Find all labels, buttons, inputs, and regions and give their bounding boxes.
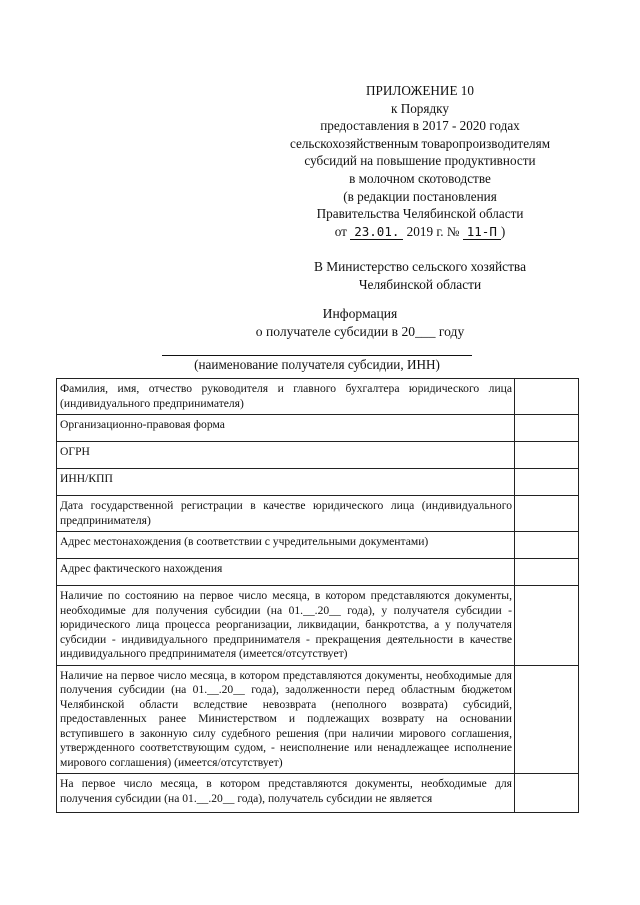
info-title: Информация bbox=[322, 306, 398, 321]
row-label: Адрес фактического нахождения bbox=[57, 559, 515, 586]
number-close: ) bbox=[500, 223, 506, 239]
row-value-cell[interactable] bbox=[515, 559, 579, 586]
appendix-line-5: субсидий на повышение продуктивности bbox=[304, 153, 536, 169]
row-label: Организационно-правовая форма bbox=[57, 415, 515, 442]
table-row bbox=[57, 442, 579, 469]
appendix-title: ПРИЛОЖЕНИЕ 10 bbox=[366, 83, 474, 98]
appendix-line-8: Правительства Челябинской области bbox=[316, 206, 524, 222]
handwritten-number: 11-П bbox=[463, 224, 501, 240]
handwritten-date: 23.01. bbox=[350, 224, 403, 240]
row-value-cell[interactable] bbox=[515, 586, 579, 666]
row-label: Дата государственной регистрации в качестве юридического лица (индивидуального предпринимателя) bbox=[57, 496, 515, 532]
row-value-cell[interactable] bbox=[515, 442, 579, 469]
row-value-cell[interactable] bbox=[515, 532, 579, 559]
appendix-date-line bbox=[250, 223, 590, 241]
row-label: Наличие по состоянию на первое число месяца, в котором представляются документы, необходимые для получения субсидии (на 01.__.20__ года), у получателя субсидии - юридического лица процесса реорганизации, ликвидации, банкротства, а у получателя субсидии - индивидуального предпринимателя - прекращения деятельности в качестве индивидуального предпринимателя (имеется/отсутствует) bbox=[57, 586, 515, 666]
table-row bbox=[57, 532, 579, 559]
appendix-line-4: сельскохозяйственным товаропроизводителям bbox=[289, 135, 551, 151]
recipient-info-table bbox=[56, 378, 579, 813]
appendix-line-7: (в редакции постановления bbox=[343, 188, 497, 204]
appendix-line-2: к Порядку bbox=[390, 100, 449, 116]
row-value-cell[interactable] bbox=[515, 469, 579, 496]
row-value-cell[interactable] bbox=[515, 496, 579, 532]
recipient-block bbox=[250, 258, 590, 294]
table-row bbox=[57, 379, 579, 415]
table-row bbox=[57, 586, 579, 666]
row-label bbox=[57, 774, 515, 813]
row-label: ОГРН bbox=[57, 442, 515, 469]
recipient-line-2: Челябинской области bbox=[358, 277, 482, 292]
table-row bbox=[57, 774, 579, 813]
row-label-text: На первое число месяца, в котором представляются документы, необходимые для получения субсидии (на 01.__.20__ года), получатель субсидии не является bbox=[60, 777, 512, 805]
table-row bbox=[57, 665, 579, 774]
row-label: Фамилия, имя, отчество руководителя и главного бухгалтера юридического лица (индивидуального предпринимателя) bbox=[57, 379, 515, 415]
recipient-name-caption: (наименование получателя субсидии, ИНН) bbox=[162, 355, 472, 373]
date-year: 2019 г. № bbox=[406, 223, 460, 239]
info-subtitle: о получателе субсидии в 20___ году bbox=[255, 324, 465, 339]
appendix-line-6: в молочном скотоводстве bbox=[349, 170, 491, 186]
row-value-cell[interactable] bbox=[515, 665, 579, 774]
appendix-header bbox=[250, 82, 590, 240]
table-row bbox=[57, 496, 579, 532]
table-row bbox=[57, 559, 579, 586]
row-label: ИНН/КПП bbox=[57, 469, 515, 496]
table-row bbox=[57, 469, 579, 496]
row-label: Адрес местонахождения (в соответствии с учредительными документами) bbox=[57, 532, 515, 559]
appendix-line-3: предоставления в 2017 - 2020 годах bbox=[320, 118, 520, 134]
date-prefix: от bbox=[334, 223, 347, 239]
row-label: Наличие на первое число месяца, в котором представляются документы, необходимые для получения субсидии (на 01.__.20__ года), задолженности перед областным бюджетом Челябинской области вследствие невозврата (неполного возврата) субсидий, предоставленных ранее Министерством и подлежащих возврату на основании вступившего в законную силу судебного решения (при наличии мирового соглашения, утвержденного соответствующим судом, - неисполнение или ненадлежащее исполнение мирового соглашения) (имеется/отсутствует) bbox=[57, 665, 515, 774]
row-value-cell[interactable] bbox=[515, 415, 579, 442]
table-row bbox=[57, 415, 579, 442]
recipient-line-1: В Министерство сельского хозяйства bbox=[313, 259, 527, 274]
info-heading bbox=[130, 305, 590, 341]
row-value-cell[interactable] bbox=[515, 379, 579, 415]
row-value-cell[interactable] bbox=[515, 774, 579, 813]
